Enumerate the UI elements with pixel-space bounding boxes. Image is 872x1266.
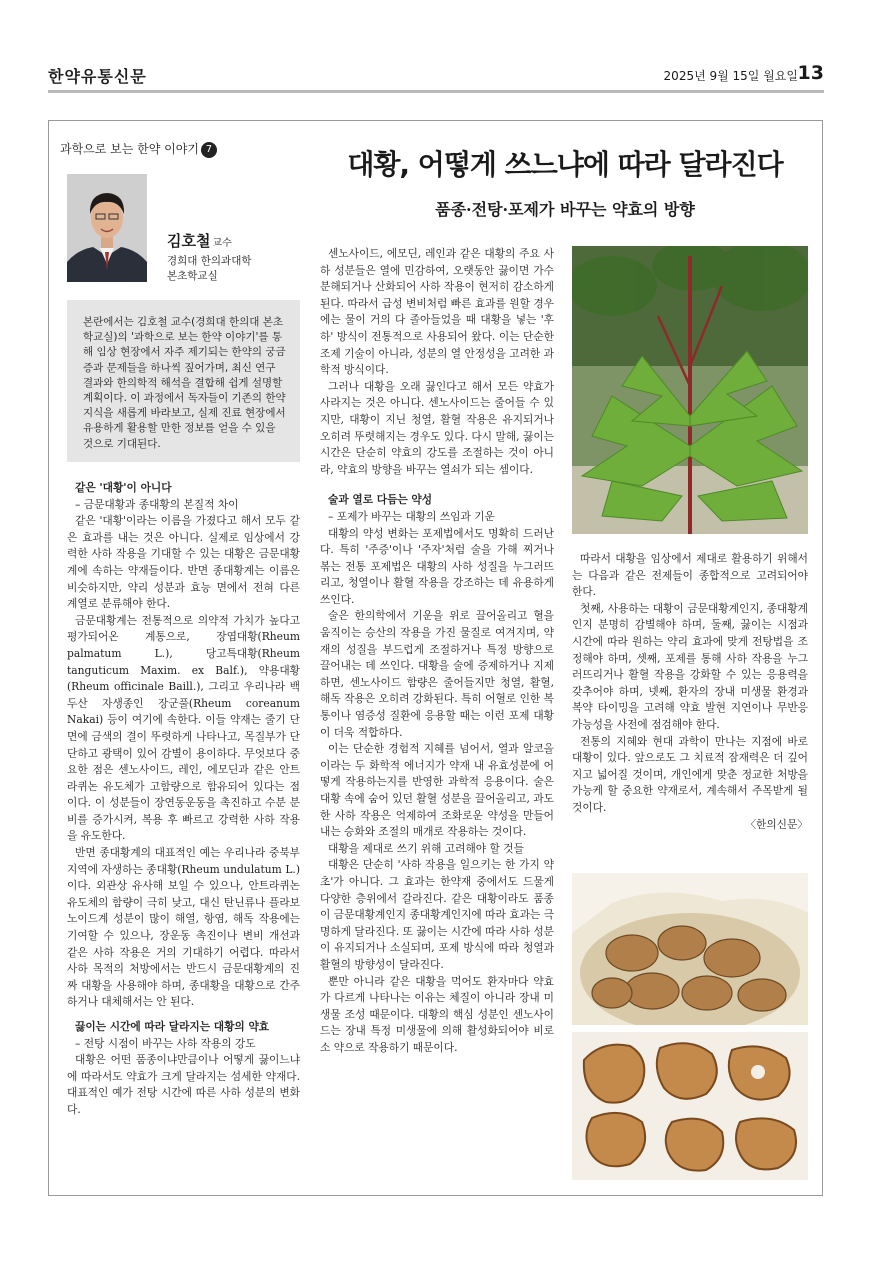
section-subheading: – 금문대황과 종대황의 본질적 차이: [75, 497, 239, 511]
section-heading: 술과 열로 다듬는 약성: [328, 493, 433, 507]
article-column-3: [572, 551, 808, 833]
author-role: 교수: [212, 238, 232, 249]
paragraph: 뿐만 아니라 같은 대황을 먹어도 환자마다 약효가 다르게 나타나는 이유는 체질이 아니라 장내 미생물 조성 때문이다. 대황의 핵심 성분인 센노사이드는 장내 특정 미생물에 의해 활성화되어야 비로소 약으로 작용하기 때문이다.: [320, 974, 554, 1054]
article-signature: 〈한의신문〉: [745, 817, 808, 831]
paragraph: 전통의 지혜와 현대 과학이 만나는 지점에 바로 대황이 있다. 앞으로도 그 치료적 잠재력은 더 깊어지고 넓어질 것이며, 개인에게 맞춘 정교한 처방을 가능케 할 중요한 약재로서, 계속해서 주목받게 될 것이다.: [572, 734, 808, 814]
paragraph: 대황의 약성 변화는 포제법에서도 명확히 드러난다. 특히 '주증'이나 '주자'처럼 술을 가해 찌거나 볶는 전통 포제법은 대황의 사하 성질을 누그러뜨리고, 청열이나 활혈 작용을 강조하는 데 유용하게 쓰인다.: [320, 526, 554, 606]
paragraph: 같은 '대황'이라는 이름을 가졌다고 해서 모두 같은 효과를 내는 것은 아니다. 실제로 임상에서 강력한 사하 작용을 기대할 수 있는 대황은 금문대황계에 속하는 약재들이다. 반면 종대황계는 이름은 비슷하지만, 약리 성분과 효능 면에서 전혀 다른 계열로 분류해야 한다.: [67, 514, 300, 611]
author-name-text: 김호철: [167, 232, 211, 250]
subheadline: 품종·전탕·포제가 바꾸는 약효의 방향: [435, 200, 695, 219]
paragraph: 첫째, 사용하는 대황이 금문대황계인지, 종대황계인지 분명히 감별해야 하며, 둘째, 끓이는 시점과 시간에 따라 원하는 약리 효과에 맞게 전탕법을 조정해야 하며, 셋째, 포제를 통해 사하 작용을 누그러뜨리거나 활혈 작용을 강화할 수 있는 응용력을 갖추어야 하며, 넷째, 환자의 장내 미생물 환경과 복약 타이밍을 고려해 약효 발현 지연이나 무반응 가능성을 사전에 점검해야 한다.: [572, 601, 808, 731]
paragraph: 금문대황계는 전통적으로 의약적 가치가 높다고 평가되어온 계통으로, 장엽대황(Rheum palmatum L.), 당고특대황(Rheum tanguticum Maxim. ex Balf.), 약용대황(Rheum officinale Baill.), 그리고 우리나라 백두산 자생종인 장군풀(Rheum coreanum Nakai) 등이 여기에 속한다. 이들 약재는 줄기 단면에 금색의 결이 뚜렷하게 나타나고, 목질부가 단단하고 광택이 있어 감별이 용이하다. 무엇보다 중요한 점은 센노사이드, 레인, 에모딘과 같은 안트라퀴논 유도체가 고함량으로 함유되어 있다는 점이다. 이 성분들이 장연동운동을 촉진하고 수분 분비를 증가시켜, 복용 후 빠르고 강력한 사하 작용을 유도한다.: [67, 613, 300, 843]
series-title: 과학으로 보는 한약 이야기: [60, 142, 199, 156]
section-heading: 같은 '대황'이 아니다: [75, 481, 172, 494]
paragraph: 대황을 제대로 쓰기 위해 고려해야 할 것들: [328, 841, 524, 855]
author-affiliation-2: 본초학교실: [167, 270, 218, 282]
paragraph: 이는 단순한 경험적 지혜를 넘어서, 열과 알코올이라는 두 화학적 에너지가 약재 내 유효성분에 어떻게 작용하는지를 반영한 과학적 응용이다. 술은 대황 속에 숨어 있던 활혈 성분을 끌어올리고, 과도한 사하 작용은 억제하여 조화로운 약성을 만들어내는 승화와 조절의 매개로 작용하는 것이다.: [320, 742, 554, 839]
paragraph: 대황은 단순히 '사하 작용을 일으키는 한 가지 약초'가 아니다. 그 효과는 한약재 중에서도 드물게 다양한 층위에서 갈라진다. 같은 대황이라도 품종이 금문대황계인지 종대황계인지에 따라 효과는 극명하게 달라진다. 또 끓이는 시간에 따라 사하 성분이 유지되거나 소실되며, 포제 방식에 따라 청열과 활혈의 방향성이 달라진다.: [320, 858, 554, 971]
paragraph: 센노사이드, 에모딘, 레인과 같은 대황의 주요 사하 성분들은 열에 민감하여, 오랫동안 끓이면 가수분해되거나 산화되어 사하 작용이 현저히 감소하게 된다. 따라서 급성 변비처럼 빠른 효과를 원할 경우에는 물이 거의 다 졸아들었을 때 대황을 넣는 '후하' 방식이 전통적으로 사용되어 왔다. 이는 단순한 조제 기술이 아니라, 성분의 열 안정성을 고려한 과학적 방식이다.: [320, 247, 554, 377]
section-subheading: – 전탕 시점이 바꾸는 사하 작용의 강도: [75, 1036, 256, 1050]
intro-box: 본란에서는 김호철 교수(경희대 한의대 본초학교실)의 '과학으로 보는 한약 이야기'를 통해 임상 현장에서 자주 제기되는 한약의 궁금증과 문제들을 하나씩 짚어가며, 최신 연구 결과와 한의학적 해석을 결합해 쉽게 설명할 계획이다. 이 과정에서 독자들이 기존의 한약 지식을 새롭게 바라보고, 실제 진료 현장에서 유용하게 활용할 만한 정보를 얻을 수 있을 것으로 기대된다.: [67, 300, 300, 462]
rhubarb-plant-photo: [572, 246, 808, 534]
series-label: [60, 140, 217, 158]
headline: 대황, 어떻게 쓰느냐에 따라 달라진다: [347, 148, 783, 181]
rhubarb-slices-photo: [572, 1032, 808, 1180]
series-number-badge: 7: [201, 142, 217, 158]
issue-date: 2025년 9월 15일 월요일: [663, 69, 798, 83]
paragraph: 그러나 대황을 오래 끓인다고 해서 모든 약효가 사라지는 것은 아니다. 센노사이드는 줄어들 수 있지만, 대황이 지닌 청열, 활혈 작용은 유지되거나 오히려 뚜렷해지는 경우도 있다. 다시 말해, 끓이는 시간은 단순히 약효의 강도를 조절하는 것이 아니라, 약효의 방향을 바꾸는 열쇠가 되는 셈이다.: [320, 379, 554, 476]
section-heading: 끓이는 시간에 따라 달라지는 대황의 약효: [75, 1020, 270, 1033]
author-photo: [67, 174, 147, 282]
author-affiliation-1: 경희대 한의과대학: [167, 255, 252, 267]
newspaper-logo: 한약유통신문: [48, 67, 147, 86]
article-column-2: [320, 246, 554, 1057]
author-name: [167, 230, 232, 251]
paragraph: 따라서 대황을 임상에서 제대로 활용하기 위해서는 다음과 같은 전제들이 종합적으로 고려되어야 한다.: [572, 552, 808, 599]
paragraph: 대황은 어떤 품종이냐만큼이나 어떻게 끓이느냐에 따라서도 약효가 크게 달라지는 섬세한 약재다. 대표적인 예가 전탕 시간에 따른 사하 성분의 변화다.: [67, 1053, 300, 1116]
article-column-1: [67, 480, 300, 1119]
section-subheading: – 포제가 바꾸는 대황의 쓰임과 기운: [328, 509, 495, 523]
paragraph: 반면 종대황계의 대표적인 예는 우리나라 중북부 지역에 자생하는 종대황(Rheum undulatum L.)이다. 외관상 유사해 보일 수 있으나, 안트라퀴논 유도체의 함량이 극히 낮고, 대신 탄닌류나 플라보노이드계 성분이 많이 해열, 항염, 해독 작용에는 기여할 수 있으나, 장운동 촉진이나 변비 개선과 같은 사하 작용은 거의 기대하기 어렵다. 따라서 사하 목적의 처방에서는 반드시 금문대황계의 진짜 대황을 사용해야 하며, 종대황을 대황으로 간주하거나 대체해서는 안 된다.: [67, 846, 300, 1009]
paragraph: 술은 한의학에서 기운을 위로 끌어올리고 혈을 움직이는 승산의 작용을 가진 물질로 여겨지며, 약재의 성질을 부드럽게 조절하거나 특정 방향으로 끌어내는 데 쓰인다. 대황을 술에 증제하거나 지제하면, 센노사이드 함량은 줄어들지만 청열, 활혈, 해독 작용은 오히려 강화된다. 특히 어혈로 인한 복통이나 염증성 질환에 응용할 때는 이런 포제 대황이 더욱 적합하다.: [320, 609, 554, 739]
masthead-rule: [48, 90, 824, 93]
page-number: 13: [797, 62, 824, 84]
masthead: [48, 58, 824, 90]
dried-rhubarb-sack-photo: [572, 873, 808, 1025]
